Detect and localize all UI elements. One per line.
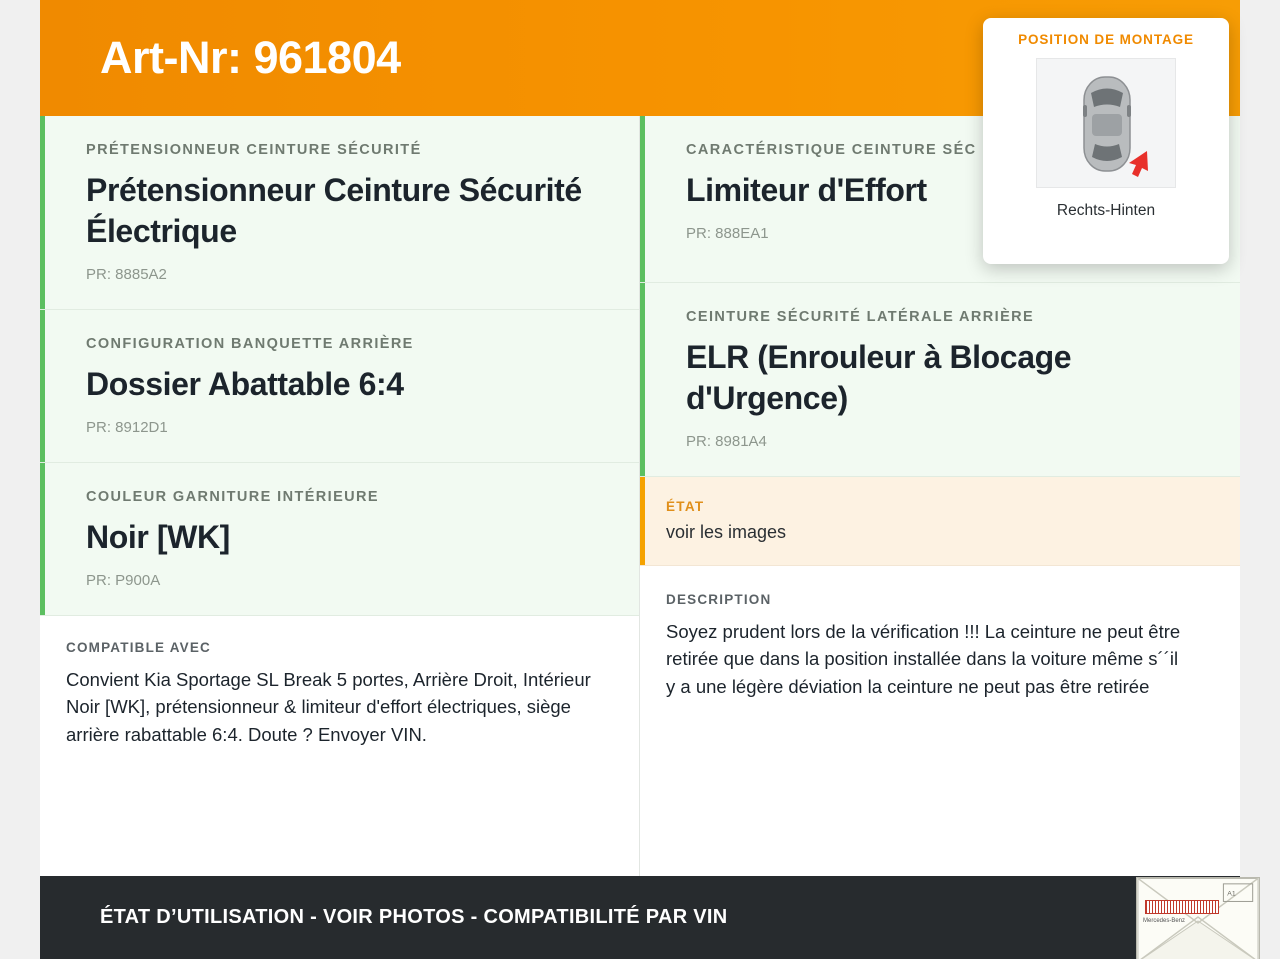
left-column xyxy=(40,116,640,876)
spec-block xyxy=(640,283,1240,477)
car-top-view-icon xyxy=(1036,58,1176,188)
spec-pr-code: PR: 8912D1 xyxy=(86,418,168,436)
spec-label: PRÉTENSIONNEUR CEINTURE SÉCURITÉ xyxy=(86,142,422,158)
description-label: DESCRIPTION xyxy=(666,591,772,607)
status-badge xyxy=(640,477,1240,566)
barcode-icon xyxy=(1145,900,1219,914)
footer-bar xyxy=(40,876,1240,959)
spec-pr-code: PR: 8981A4 xyxy=(686,432,767,450)
spec-value: Noir [WK] xyxy=(86,518,230,555)
mounting-position-title: POSITION DE MONTAGE xyxy=(1018,32,1194,47)
mounting-position-card xyxy=(983,18,1229,264)
description-block xyxy=(640,566,1240,876)
spec-block xyxy=(40,310,639,463)
red-arrow-icon xyxy=(1129,151,1148,177)
spec-block xyxy=(40,463,639,616)
status-value: voir les images xyxy=(666,521,787,542)
spec-value: Limiteur d'Effort xyxy=(686,172,927,208)
compatibility-text: Convient Kia Sportage SL Break 5 portes, Arrière Droit, Intérieur Noir [WK], prétensionneur & limiteur d'effort électriques, siège arrière rabattable 6:4. Doute ? Envoyer VIN. xyxy=(66,668,591,745)
spec-label: CEINTURE SÉCURITÉ LATÉRALE ARRIÈRE xyxy=(686,308,1035,325)
spec-pr-code: PR: 888EA1 xyxy=(686,224,769,242)
spec-pr-code: PR: 8885A2 xyxy=(86,265,167,283)
spec-label: CONFIGURATION BANQUETTE ARRIÈRE xyxy=(86,335,414,352)
spec-label: COULEUR GARNITURE INTÉRIEURE xyxy=(86,488,379,505)
spec-value: Prétensionneur Ceinture Sécurité Électrique xyxy=(86,172,582,249)
description-text: Soyez prudent lors de la vérification !!! La ceinture ne peut être retirée que dans la position installée dans la voiture même s´´il y a une légère déviation la ceinture ne peut pas être retirée xyxy=(666,620,1181,697)
spec-value: ELR (Enrouleur à Blocage d'Urgence) xyxy=(686,338,1072,416)
spec-label: CARACTÉRISTIQUE CEINTURE SÉC xyxy=(686,142,977,158)
page-title: Art-Nr: 961804 xyxy=(100,32,401,83)
stamp-text: Mercedes-Benz xyxy=(1143,918,1186,924)
spec-pr-code: PR: P900A xyxy=(86,571,161,589)
svg-text:A1: A1 xyxy=(1227,890,1236,898)
footer-text: ÉTAT D’UTILISATION - VOIR PHOTOS - COMPATIBILITÉ PAR VIN xyxy=(100,906,728,928)
envelope-stamp-icon xyxy=(1136,877,1260,959)
mounting-position-caption: Rechts-Hinten xyxy=(1056,202,1156,219)
compatibility-block xyxy=(40,616,639,876)
spec-block xyxy=(40,116,639,310)
status-label: ÉTAT xyxy=(666,498,705,514)
compatibility-label: COMPATIBLE AVEC xyxy=(66,639,211,655)
spec-value: Dossier Abattable 6:4 xyxy=(86,365,404,402)
